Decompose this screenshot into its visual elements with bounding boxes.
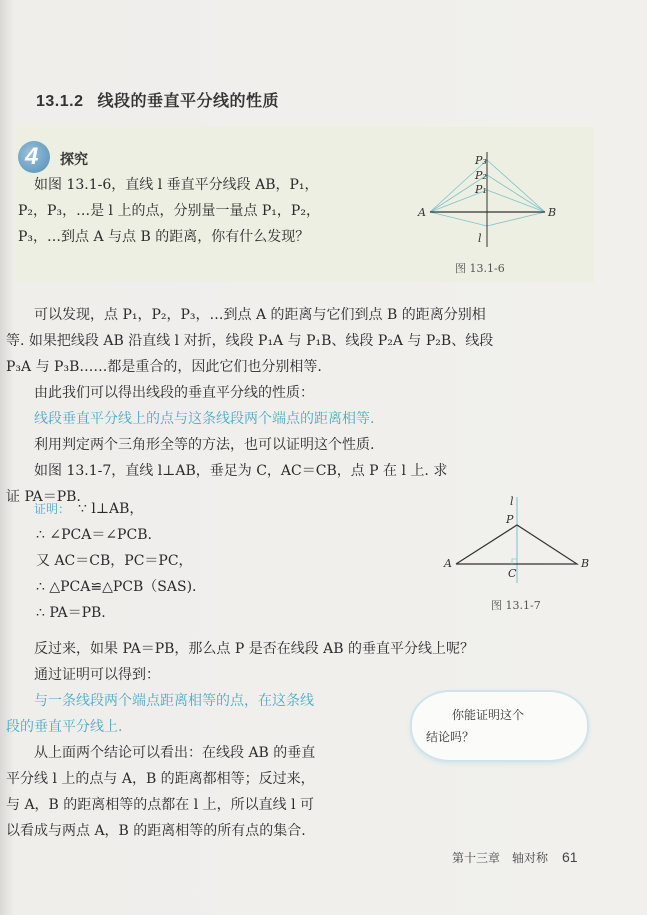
paragraph-line: 如图 13.1-7，直线 l⊥AB，垂足为 C，AC＝CB，点 P 在 l 上. 求 (34, 463, 448, 479)
page-footer (452, 849, 578, 866)
figure-13-1-7 (440, 495, 600, 585)
proof-line: ∵ l⊥AB， (78, 501, 144, 517)
svg-text:P₁: P₁ (475, 183, 487, 196)
section-number: 13.1.2 (36, 93, 84, 110)
proof-line: ∴ △PCA≌△PCB（SAS). (36, 579, 197, 595)
paragraph-line: 由此我们可以得出线段的垂直平分线的性质： (34, 385, 314, 401)
paragraph-line: 从上面两个结论可以看出：在线段 AB 的垂直 (34, 745, 316, 761)
explore-line: 如图 13.1-6，直线 l 垂直平分线段 AB，P₁， (34, 177, 319, 193)
figure-caption: 图 13.1-7 (491, 599, 541, 612)
svg-text:P₂: P₂ (475, 169, 487, 182)
svg-text:A: A (444, 557, 452, 570)
explore-line: P₃，…到点 A 与点 B 的距离，你有什么发现？ (18, 229, 310, 245)
paragraph-line: 可以发现，点 P₁，P₂，P₃，…到点 A 的距离与它们到点 B 的距离分别相 (34, 307, 486, 323)
figure-caption: 图 13.1-6 (455, 262, 505, 275)
svg-text:l: l (478, 232, 482, 245)
paragraph-line: 证 PA＝PB. (6, 489, 81, 505)
converse-statement: 段的垂直平分线上. (6, 719, 123, 735)
bubble-text: 结论吗？ (426, 730, 475, 744)
paragraph-line: 平分线 l 上的点与 A，B 的距离都相等；反过来， (6, 771, 315, 787)
thought-bubble (410, 690, 589, 762)
proof-label: 证明： (34, 502, 71, 516)
svg-text:C: C (508, 567, 517, 580)
paragraph-line: P₃A 与 P₃B……都是重合的，因此它们也分别相等. (6, 359, 322, 375)
figure-13-1-6 (410, 150, 560, 250)
svg-text:P: P (506, 513, 514, 526)
explore-line: P₂，P₃，…是 l 上的点，分别量一量点 P₁，P₂， (18, 203, 320, 219)
chapter-label: 第十三章 轴对称 (452, 851, 549, 865)
svg-text:l: l (510, 495, 514, 508)
svg-text:P₃: P₃ (475, 154, 487, 167)
explore-icon: 4 (18, 141, 50, 173)
converse-statement: 与一条线段两个端点距离相等的点，在这条线 (34, 693, 314, 709)
svg-text:A: A (418, 206, 426, 219)
proof-line: ∴ PA＝PB. (36, 605, 106, 621)
svg-text:B: B (548, 206, 557, 219)
proof-line: 又 AC＝CB，PC＝PC， (36, 553, 193, 569)
section-heading (36, 88, 279, 111)
paragraph-line: 反过来，如果 PA＝PB，那么点 P 是否在线段 AB 的垂直平分线上呢？ (34, 641, 475, 657)
proof-line: ∴ ∠PCA＝∠PCB. (36, 527, 152, 543)
paragraph-line: 以看成与两点 A，B 的距离相等的所有点的集合. (6, 823, 306, 839)
explore-label: 探究 (60, 151, 88, 167)
svg-text:B: B (581, 557, 590, 570)
bubble-text: 你能证明这个 (452, 708, 525, 722)
paragraph-line: 通过证明可以得到： (34, 667, 160, 683)
page-number: 61 (562, 849, 578, 865)
property-statement: 线段垂直平分线上的点与这条线段两个端点的距离相等. (34, 411, 375, 427)
section-title: 线段的垂直平分线的性质 (97, 93, 279, 110)
paragraph-line: 与 A，B 的距离相等的点都在 l 上，所以直线 l 可 (6, 797, 315, 813)
paragraph-line: 利用判定两个三角形全等的方法，也可以证明这个性质. (34, 437, 375, 453)
paragraph-line: 等. 如果把线段 AB 沿直线 l 对折，线段 P₁A 与 P₁B、线段 P₂A 与 P₂B、线段 (6, 333, 494, 349)
